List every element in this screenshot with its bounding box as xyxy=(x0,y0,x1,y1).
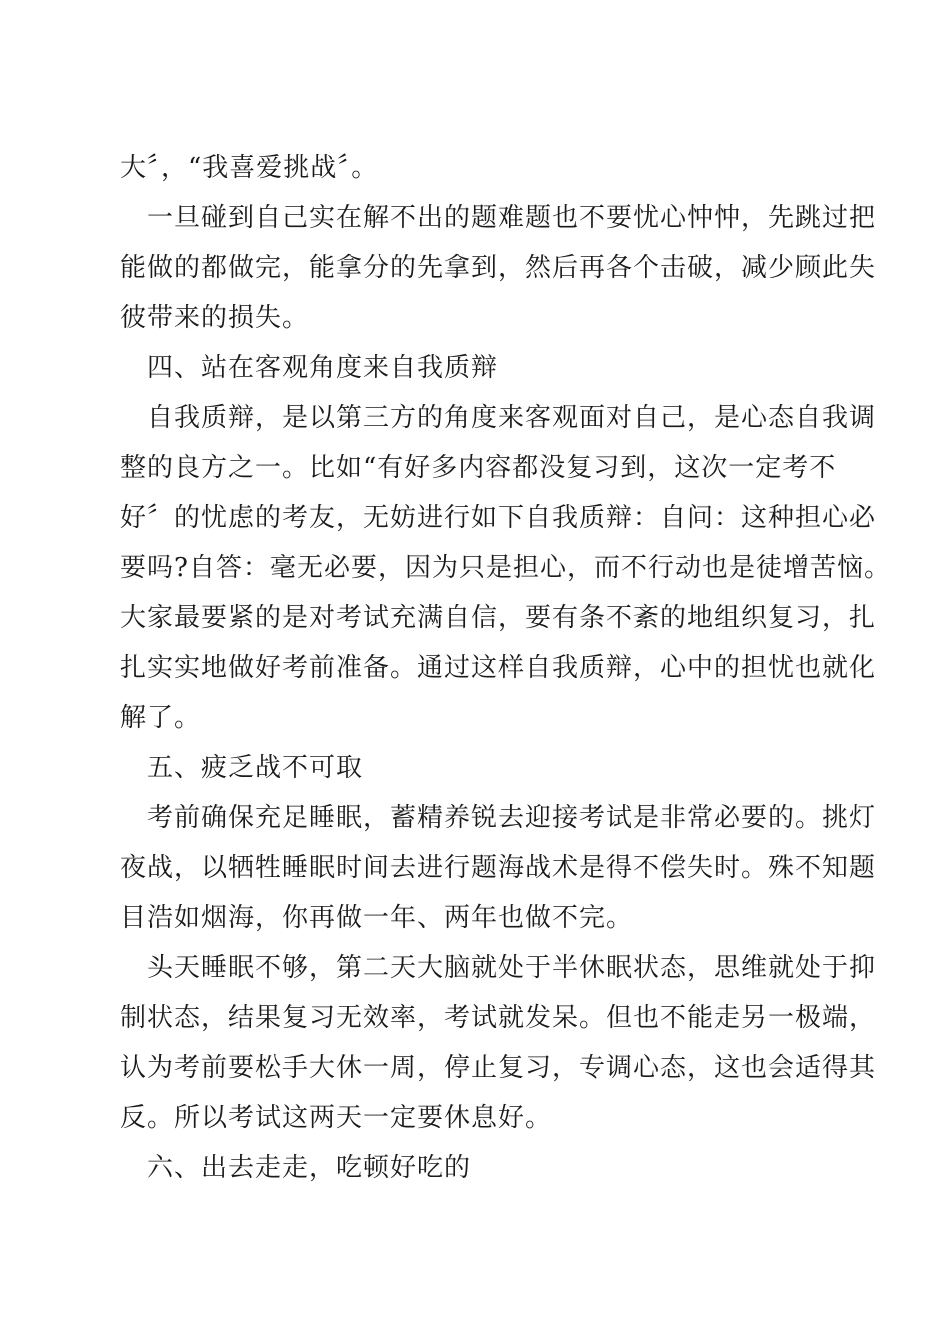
text-line: 彼带来的损失。 xyxy=(120,303,310,333)
section-heading: 六、出去走走，吃顿好吃的 xyxy=(147,1153,472,1183)
text-line: 制状态，结果复习无效率，考试就发呆。但也不能走另一极端， xyxy=(120,1003,877,1033)
text-line: 大〞，“我喜爱挑战〞。 xyxy=(120,153,379,183)
text-line: 能做的都做完，能拿分的先拿到，然后再各个击破，减少顾此失 xyxy=(120,253,877,283)
text-line: 一旦碰到自己实在解不出的题难题也不要忧心忡忡，先跳过把 xyxy=(147,203,877,233)
text-line: 反。所以考试这两天一定要休息好。 xyxy=(120,1103,553,1133)
text-line: 头天睡眠不够，第二天大脑就处于半休眠状态，思维就处于抑 xyxy=(147,953,877,983)
text-line: 目浩如烟海，你再做一年、两年也做不完。 xyxy=(120,903,634,933)
text-line: 大家最要紧的是对考试充满自信，要有条不紊的地组织复习，扎 xyxy=(120,603,877,633)
text-line: 认为考前要松手大休一周，停止复习，专调心态，这也会适得其 xyxy=(120,1053,877,1083)
text-line: 扎实实地做好考前准备。通过这样自我质辩，心中的担忧也就化 xyxy=(120,653,877,683)
text-line: 好〞的忧虑的考友，无妨进行如下自我质辩：自问：这种担心必 xyxy=(120,503,877,533)
text-line: 自我质辩，是以第三方的角度来客观面对自己，是心态自我调 xyxy=(147,403,877,433)
text-line: 夜战，以牺牲睡眠时间去进行题海战术是得不偿失时。殊不知题 xyxy=(120,853,877,883)
text-line: 要吗?自答：毫无必要，因为只是担心，而不行动也是徒增苦恼。 xyxy=(120,553,891,583)
text-line: 整的良方之一。比如“有好多内容都没复习到，这次一定考不 xyxy=(120,453,837,483)
section-heading: 五、疲乏战不可取 xyxy=(147,753,364,783)
text-line: 考前确保充足睡眠，蓄精养锐去迎接考试是非常必要的。挑灯 xyxy=(147,803,877,833)
text-line: 解了。 xyxy=(120,703,202,733)
section-heading: 四、站在客观角度来自我质辩 xyxy=(147,353,499,383)
